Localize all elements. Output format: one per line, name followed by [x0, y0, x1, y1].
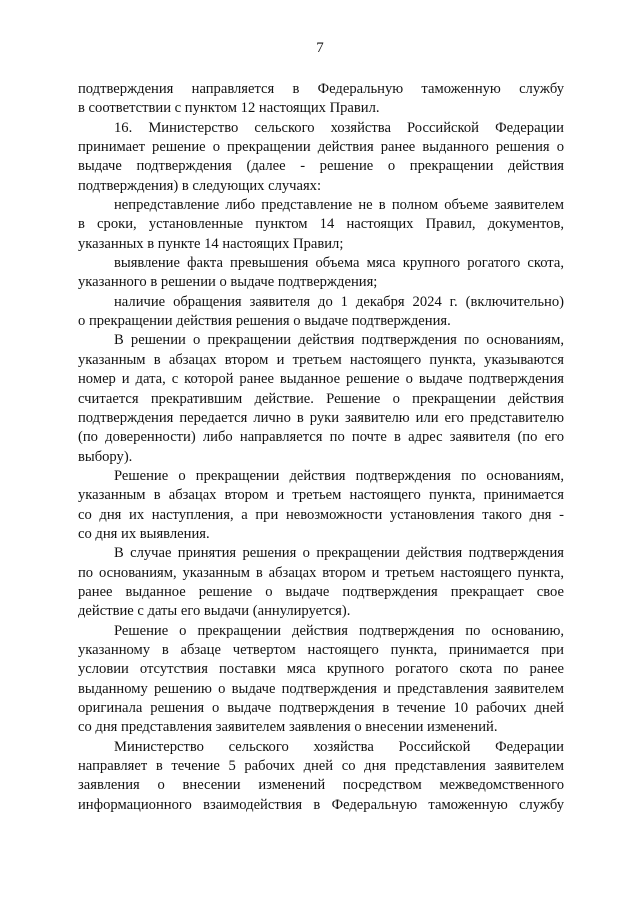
text-line: со дня их выявления.	[78, 525, 210, 542]
text-line: заявления о внесении изменений посредством межведомственного	[78, 777, 564, 794]
text-line: в сроки, установленные пунктом 14 настоящих Правил, документов,	[78, 216, 564, 233]
text-line: со дня их наступления, а при невозможности установления такого дня -	[78, 506, 564, 523]
paragraph-decision-timing	[78, 467, 564, 544]
paragraph-annulment	[78, 544, 564, 621]
paragraph-continuation	[78, 80, 564, 119]
text-line: оригинала решения о выдаче подтверждения в течение 10 рабочих дней	[78, 700, 564, 716]
text-line: непредставление либо представление не в полном объеме заявителем	[114, 197, 564, 214]
page-number: 7	[316, 40, 324, 56]
text-line: указанным в абзацах втором и третьем настоящего пункта, принимается	[78, 487, 564, 504]
text-line: со дня представления заявителем заявления о внесении изменений.	[78, 719, 498, 736]
paragraph-fourth-case	[78, 622, 564, 738]
text-line: подтверждения передается лично в руки заявителю или его представителю	[78, 409, 564, 426]
text-line: ранее выданное решение о выдаче подтверждения прекращает свое	[78, 583, 564, 600]
text-line: по основаниям, указанным в абзацах втором и третьем настоящего пункта,	[78, 564, 564, 581]
paragraph-decision-content	[78, 331, 564, 466]
text-line: Решение о прекращении действия подтверждения по основаниям,	[114, 467, 564, 484]
text-line: подтверждения направляется в Федеральную таможенную службу	[78, 81, 564, 97]
text-line: направляет в течение 5 рабочих дней со дня представления заявителем	[78, 758, 564, 775]
text-line: выбору).	[78, 448, 133, 465]
paragraph-case-1	[78, 196, 564, 254]
text-line: указанных в пункте 14 настоящих Правил;	[78, 235, 344, 252]
text-line: 16. Министерство сельского хозяйства Российской Федерации	[114, 119, 564, 136]
text-line: принимает решение о прекращении действия ранее выданного решения о	[78, 139, 564, 156]
text-line: выдаче подтверждения (далее - решение о прекращении действия	[78, 158, 564, 175]
text-line: В решении о прекращении действия подтверждения по основаниям,	[114, 332, 564, 349]
text-line: считается прекратившим действие. Решение о прекращении действия	[78, 390, 564, 407]
text-line: Министерство сельского хозяйства Российской Федерации	[114, 738, 564, 755]
text-line: в соответствии с пунктом 12 настоящих Правил.	[78, 100, 380, 117]
text-line: наличие обращения заявителя до 1 декабря 2024 г. (включительно)	[114, 293, 564, 310]
text-line: о прекращении действия решения о выдаче подтверждения.	[78, 313, 451, 330]
text-line: информационного взаимодействия в Федеральную таможенную службу	[78, 796, 564, 813]
paragraph-ministry-notice	[78, 738, 564, 815]
text-line: указанного в решении о выдаче подтверждения;	[78, 274, 378, 291]
text-line: действие с даты его выдачи (аннулируется).	[78, 603, 351, 620]
text-line: В случае принятия решения о прекращении действия подтверждения	[114, 545, 564, 562]
text-line: подтверждения) в следующих случаях:	[78, 177, 322, 194]
paragraph-case-3	[78, 293, 564, 332]
text-line: номер и дата, с которой ранее выданное решение о выдаче подтверждения	[78, 371, 564, 388]
text-line: выданному решению о выдаче подтверждения и представления заявителем	[78, 680, 564, 697]
text-line: указанному в абзаце четвертом настоящего пункта, принимается при	[78, 641, 564, 658]
document-body	[78, 80, 564, 815]
text-line: выявление факта превышения объема мяса крупного рогатого скота,	[114, 255, 564, 272]
text-line: указанным в абзацах втором и третьем настоящего пункта, указываются	[78, 351, 564, 368]
text-line: условии отсутствия поставки мяса крупного рогатого скота по ранее	[78, 661, 564, 678]
paragraph-item-16	[78, 119, 564, 196]
text-line: (по доверенности) либо направляется по почте в адрес заявителя (по его	[78, 429, 564, 446]
paragraph-case-2	[78, 254, 564, 293]
text-line: Решение о прекращении действия подтверждения по основанию,	[114, 622, 564, 639]
